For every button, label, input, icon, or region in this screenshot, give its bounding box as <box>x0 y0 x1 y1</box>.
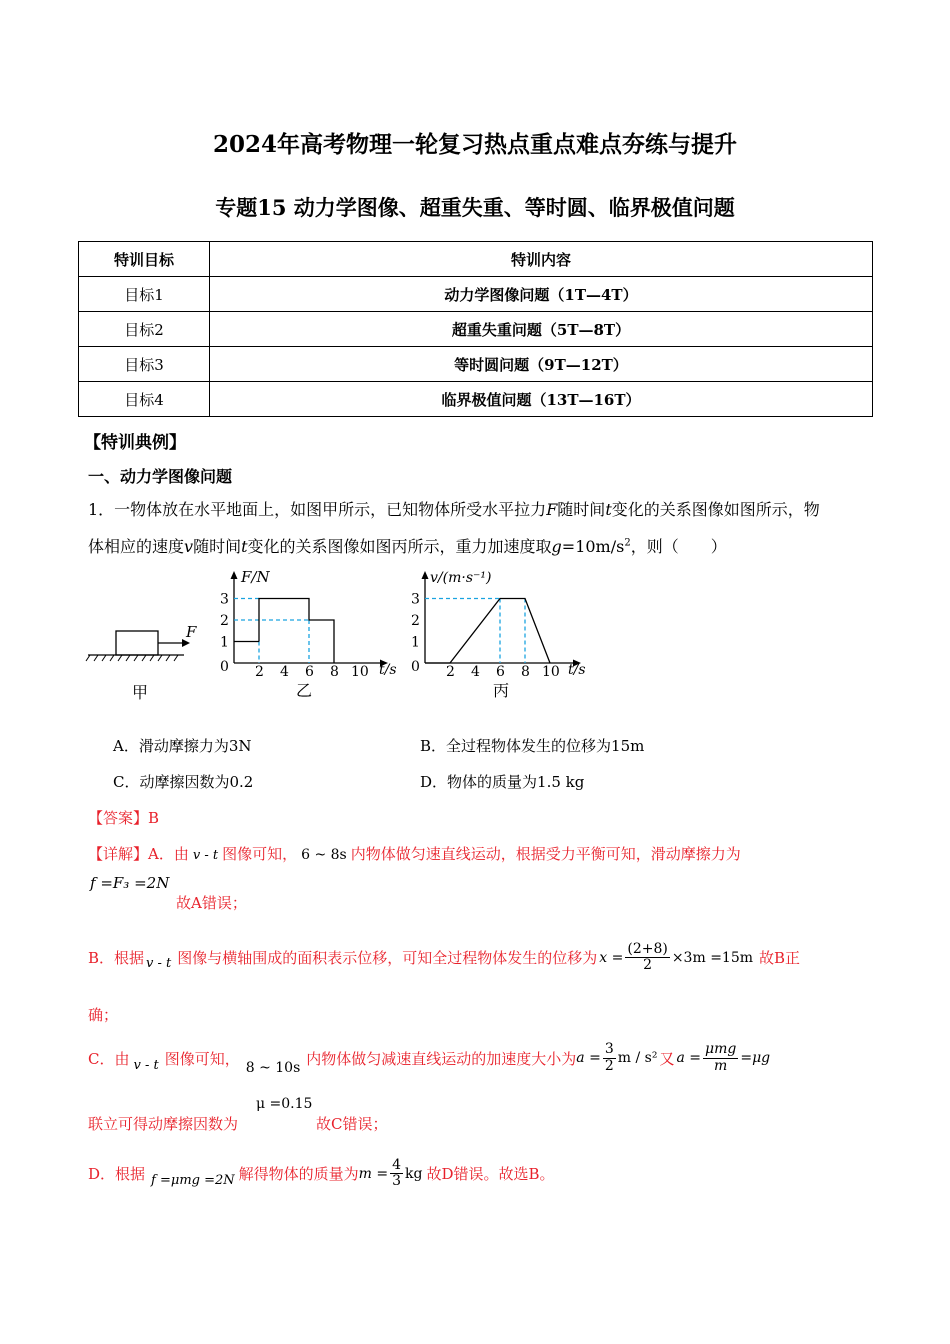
y-tick-label: 1 <box>220 634 229 651</box>
origin-label: 0 <box>411 659 420 675</box>
y-axis-arrow <box>422 571 429 579</box>
q1-text: 变化的关系图像如图丙所示，重力加速度取 <box>247 537 552 556</box>
x-axis-label: t/s <box>568 662 586 678</box>
q1-var-g: g <box>551 537 562 556</box>
y-axis-label <box>240 568 270 586</box>
q1-text: 随时间 <box>193 537 242 556</box>
expl-math: =μg <box>740 1050 771 1066</box>
expl-formula-x <box>599 942 753 974</box>
question-1-line-2 <box>88 534 727 557</box>
q1-text: =10m/s <box>561 537 625 556</box>
x-tick-label: 6 <box>305 664 314 680</box>
fraction <box>603 1042 616 1074</box>
explanation-a-line-1 <box>88 843 741 864</box>
force-label: F <box>186 623 197 641</box>
expl-text: A．由 <box>148 845 189 863</box>
y-axis-arrow <box>231 571 238 579</box>
document-subtitle: 专题15 动力学图像、超重失重、等时圆、临界极值问题 <box>215 195 735 220</box>
expl-math: f =μmg =2N <box>151 1173 235 1189</box>
fraction-numerator: μmg <box>705 1041 737 1058</box>
answer-label: 【答案】B <box>88 809 160 827</box>
expl-text: 图像可知， <box>164 1049 240 1068</box>
expl-math: v - t <box>192 848 219 863</box>
expl-text: C．由 <box>88 1049 130 1068</box>
fraction-numerator: 3 <box>604 1041 614 1058</box>
fraction <box>625 942 669 974</box>
table-row <box>79 347 873 382</box>
q1-var-v: v <box>184 537 194 556</box>
table-cell-goal: 目标2 <box>79 312 210 347</box>
option-b[interactable]: B．全过程物体发生的位移为15m <box>420 737 645 755</box>
ground-hatch <box>86 655 178 661</box>
explanation-c-conclusion: 故C错误； <box>316 1115 388 1133</box>
explanation-b-line-1 <box>88 942 800 974</box>
expl-text: D．根据 <box>88 1165 146 1184</box>
block-rect <box>116 631 158 655</box>
y-axis-label <box>430 570 491 586</box>
expl-math: ×3m =15m <box>671 949 754 966</box>
table-row <box>79 382 873 417</box>
explanation-c-line-2: 联立可得动摩擦因数为 <box>88 1115 239 1133</box>
y-tick-label: 2 <box>220 613 229 629</box>
table-cell-content: 等时圆问题（9T—12T） <box>210 347 873 382</box>
figure-caption-jia: 甲 <box>132 683 149 702</box>
expl-text: 图像与横轴围成的面积表示位移，可知全过程物体发生的位移为 <box>177 949 598 968</box>
y-tick-label: 3 <box>220 591 229 608</box>
expl-formula-m <box>359 1158 423 1190</box>
explanation-b-line-2: 确； <box>88 1006 119 1024</box>
fraction-numerator: 4 <box>392 1157 402 1173</box>
table-row <box>79 312 873 347</box>
expl-math: a = <box>676 1050 701 1066</box>
table-cell-content: 动力学图像问题（1T—4T） <box>210 277 873 312</box>
table-cell-goal: 目标3 <box>79 347 210 382</box>
figure-bing <box>405 563 605 708</box>
expl-formula-a2 <box>676 1042 770 1074</box>
fraction <box>703 1042 738 1074</box>
x-tick-label: 4 <box>280 664 289 680</box>
option-d[interactable]: D．物体的质量为1.5 kg <box>420 773 585 791</box>
expl-formula-a <box>576 1042 657 1074</box>
x-tick-label: 6 <box>496 664 505 680</box>
figure-caption-bing: 丙 <box>493 681 510 700</box>
y-axis-label-text: v/(m·s⁻¹) <box>430 570 492 586</box>
explanation-c-line-1 <box>88 1040 770 1076</box>
expl-math: 6 ~ 8s <box>301 847 347 863</box>
expl-text: 解得物体的质量为 <box>238 1165 359 1184</box>
x-tick-label: 4 <box>471 664 480 680</box>
explanation-label: 【详解】 <box>88 845 149 863</box>
q1-text: 1．一物体放在水平地面上，如图甲所示，已知物体所受水平拉力 <box>88 500 547 519</box>
bing-tick-labels <box>411 592 560 681</box>
expl-math: 8 ~ 10s <box>245 1060 301 1076</box>
option-a[interactable]: A．滑动摩擦力为3N <box>113 737 252 755</box>
x-tick-label: 10 <box>542 664 560 680</box>
expl-math: v - t <box>146 956 172 972</box>
expl-math: m / s² <box>617 1050 658 1066</box>
expl-text: 内物体做匀速直线运动，根据受力平衡可知，滑动摩擦力为 <box>350 845 741 863</box>
section-examples-heading: 【特训典例】 <box>84 433 186 453</box>
fraction-denominator: 2 <box>643 957 653 974</box>
question-1-line-1 <box>88 497 820 520</box>
q1-superscript: 2 <box>624 537 631 549</box>
explanation-d-line <box>88 1158 555 1190</box>
y-axis-label-text: F/N <box>241 568 270 586</box>
x-axis-label: t/s <box>379 662 397 678</box>
expl-text: 内物体做匀减速直线运动的加速度大小为 <box>306 1049 577 1068</box>
q1-var-f: F <box>546 500 558 519</box>
x-tick-label: 8 <box>330 664 339 680</box>
explanation-c-mu: μ =0.15 <box>256 1096 313 1112</box>
figure-yi <box>214 563 404 708</box>
q1-text: 体相应的速度 <box>88 537 185 556</box>
expl-math: kg <box>405 1165 423 1182</box>
option-c[interactable]: C．动摩擦因数为0.2 <box>113 773 254 791</box>
fraction-numerator: (2+8) <box>627 941 668 957</box>
expl-text: 故B正 <box>759 949 801 968</box>
force-series-line <box>259 599 334 664</box>
goals-table <box>78 241 873 417</box>
expl-text: B．根据 <box>88 949 145 968</box>
table-cell-content: 超重失重问题（5T—8T） <box>210 312 873 347</box>
explanation-a-formula: f =F₃ =2N <box>90 874 170 892</box>
q1-text: 变化的关系图像如图所示，物 <box>611 500 820 519</box>
yi-tick-labels <box>220 592 369 681</box>
q1-text: 随时间 <box>557 500 606 519</box>
x-tick-label: 10 <box>351 664 369 680</box>
expl-math: a = <box>576 1050 601 1066</box>
x-tick-label: 2 <box>446 664 455 680</box>
expl-math: v - t <box>133 1057 159 1073</box>
table-cell-content: 临界极值问题（13T—16T） <box>210 382 873 417</box>
x-tick-label: 8 <box>521 664 530 680</box>
table-row <box>79 277 873 312</box>
velocity-series-line <box>425 599 550 664</box>
expl-text: 图像可知， <box>222 845 298 863</box>
fraction-denominator: m <box>714 1057 728 1074</box>
table-header-goal: 特训目标 <box>79 242 210 277</box>
q1-var-t: t <box>241 537 248 556</box>
table-cell-goal: 目标4 <box>79 382 210 417</box>
q1-var-t: t <box>605 500 612 519</box>
expl-math: x = <box>599 949 624 966</box>
y-tick-label: 2 <box>411 613 420 629</box>
document-title: 2024年高考物理一轮复习热点重点难点夯练与提升 <box>212 131 737 158</box>
explanation-a-conclusion: 故A错误； <box>176 894 247 912</box>
yi-guide-lines <box>234 599 309 664</box>
fraction-denominator: 3 <box>392 1173 402 1190</box>
fraction <box>390 1158 403 1190</box>
figure-caption-yi: 乙 <box>296 681 313 700</box>
expl-math: m = <box>358 1165 389 1182</box>
table-header-row <box>79 242 873 277</box>
figure-jia <box>84 615 204 710</box>
x-tick-label: 2 <box>255 664 264 680</box>
section-1-heading: 一、动力学图像问题 <box>88 467 233 486</box>
expl-text: 故D错误。故选B。 <box>426 1165 555 1184</box>
origin-label: 0 <box>220 659 229 675</box>
table-cell-goal: 目标1 <box>79 277 210 312</box>
y-tick-label: 1 <box>411 634 420 651</box>
fraction-denominator: 2 <box>604 1057 614 1074</box>
q1-text: ，则（ ） <box>630 537 727 556</box>
table-header-content: 特训内容 <box>210 242 873 277</box>
expl-text: 又 <box>659 1049 675 1068</box>
y-tick-label: 3 <box>411 591 420 608</box>
